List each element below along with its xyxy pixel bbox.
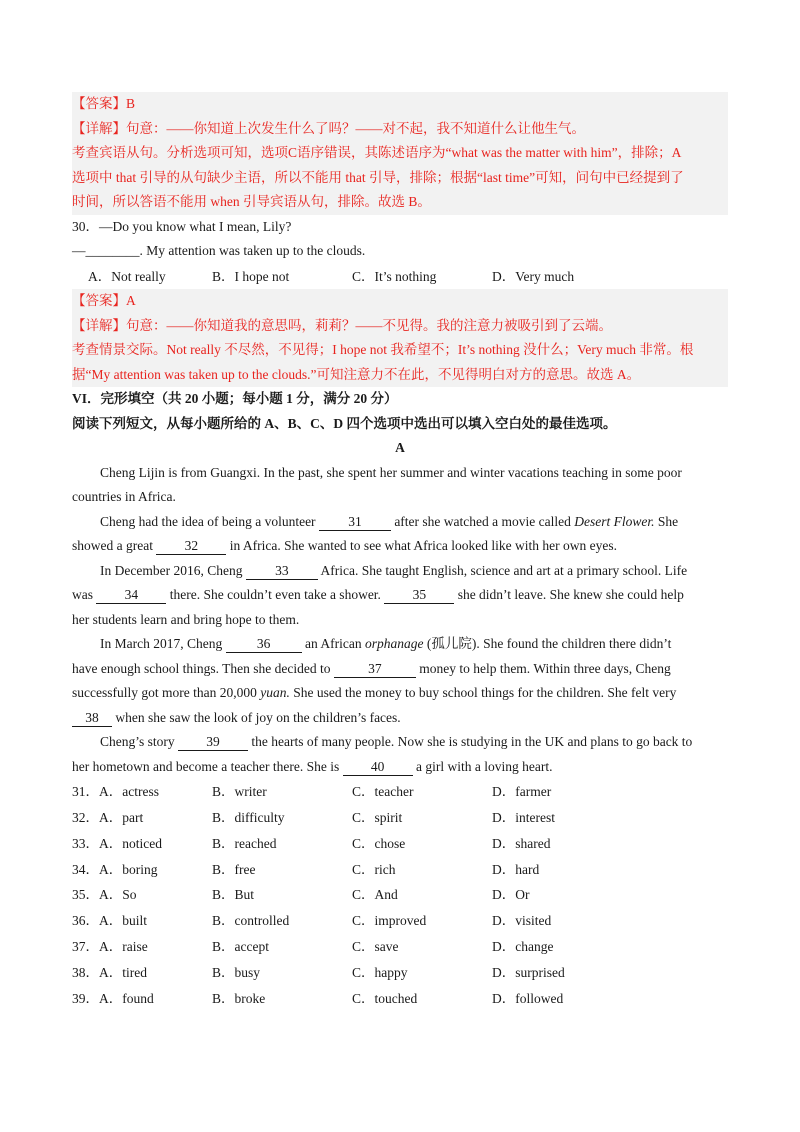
q29-explain-3: 时间，所以答语不能用 when 引导宾语从句，排除。故选 B。 bbox=[72, 194, 431, 209]
q30-option-c: C．It’s nothing bbox=[352, 268, 437, 284]
blank-32: 32 bbox=[156, 538, 226, 555]
text-run: Africa. She taught English, science and art at a primary school. Life bbox=[320, 562, 688, 578]
option-c: C．And bbox=[352, 887, 398, 903]
option-row bbox=[72, 831, 728, 857]
option-row bbox=[72, 882, 728, 908]
text-run: money to help them. Within three days, Cheng bbox=[419, 660, 671, 676]
blank-36: 36 bbox=[226, 636, 302, 653]
passage-p4-line2 bbox=[72, 657, 728, 682]
blank-33: 33 bbox=[246, 563, 318, 580]
q30-reply: —________. My attention was taken up to the clouds. bbox=[72, 243, 366, 258]
text-run: In December 2016, Cheng bbox=[100, 562, 243, 578]
option-b: B．difficulty bbox=[212, 810, 285, 826]
option-b: B．accept bbox=[212, 939, 269, 955]
option-b: B．reached bbox=[212, 835, 277, 851]
text-run: She used the money to buy school things for the children. She felt very bbox=[293, 685, 677, 701]
blank-31: 31 bbox=[319, 514, 391, 531]
passage-label: A bbox=[395, 440, 405, 456]
option-b: B．But bbox=[212, 887, 255, 903]
text-run: a girl with a loving heart. bbox=[416, 758, 553, 774]
text-run: the hearts of many people. Now she is studying in the UK and plans to go back to bbox=[251, 734, 693, 750]
yuan-word: yuan. bbox=[260, 685, 290, 701]
option-c: C．improved bbox=[352, 913, 427, 929]
option-row bbox=[72, 779, 728, 805]
passage-p1-line2: countries in Africa. bbox=[72, 489, 176, 505]
q29-explain-2: 选项中 that 引导的从句缺少主语，所以不能用 that 引导，排除；根据“last time”可知，问句中已经提到了 bbox=[72, 169, 684, 185]
option-d: D．followed bbox=[492, 990, 564, 1006]
q29-explain-1: 考查宾语从句。分析选项可知，选项C语序错误，其陈述语序为“what was the matter with him”，排除；A bbox=[72, 145, 682, 160]
blank-37: 37 bbox=[334, 661, 416, 678]
text-run: She bbox=[657, 513, 679, 529]
passage-p2-line2 bbox=[72, 534, 728, 559]
text-run: after she watched a movie called bbox=[394, 513, 571, 529]
option-d: D．interest bbox=[492, 810, 555, 826]
option-d: D．change bbox=[492, 939, 554, 955]
q30-answer-block bbox=[72, 289, 728, 387]
option-a: 33．A．noticed bbox=[72, 835, 162, 851]
section-heading: VI．完形填空（共 20 小题；每小题 1 分，满分 20 分） bbox=[72, 391, 398, 407]
passage-p4-line1 bbox=[72, 632, 728, 657]
passage-p1-line1: Cheng Lijin is from Guangxi. In the past, she spent her summer and winter vacations teaching in some poor bbox=[100, 464, 682, 480]
cloze-options-list bbox=[72, 779, 728, 1011]
option-b: B．broke bbox=[212, 990, 266, 1006]
option-a: 36．A．built bbox=[72, 913, 148, 929]
text-run: her hometown and become a teacher there. She is bbox=[72, 758, 340, 774]
q30-options bbox=[72, 264, 728, 290]
q30-explain-1: 考查情景交际。Not really 不尽然，不见得；I hope not 我希望不；It’s nothing 没什么；Very much 非常。根 bbox=[72, 342, 694, 358]
option-d: D．visited bbox=[492, 913, 552, 929]
text-run: successfully got more than 20,000 bbox=[72, 685, 257, 701]
option-row bbox=[72, 960, 728, 986]
option-row bbox=[72, 986, 728, 1012]
blank-35: 35 bbox=[384, 587, 454, 604]
text-run: she didn’t leave. She knew she could help bbox=[457, 587, 684, 603]
option-b: B．free bbox=[212, 861, 256, 877]
text-run: in Africa. She wanted to see what Africa looked like with her own eyes. bbox=[229, 538, 617, 554]
option-a: 32．A．part bbox=[72, 810, 144, 826]
option-c: C．touched bbox=[352, 990, 418, 1006]
passage-p2-line1 bbox=[72, 510, 728, 535]
option-row bbox=[72, 857, 728, 883]
option-c: C．spirit bbox=[352, 810, 403, 826]
text-run: Cheng’s story bbox=[100, 734, 175, 750]
orphanage-word: orphanage bbox=[364, 636, 424, 652]
option-d: D．Or bbox=[492, 887, 530, 903]
q29-answer: 【答案】B bbox=[72, 96, 136, 111]
option-a: 37．A．raise bbox=[72, 939, 148, 955]
blank-34: 34 bbox=[96, 587, 166, 604]
option-b: B．writer bbox=[212, 784, 267, 800]
passage-p4-line4 bbox=[72, 706, 728, 731]
movie-title: Desert Flower. bbox=[574, 513, 655, 529]
passage-p5-line1 bbox=[72, 730, 728, 755]
option-a: 38．A．tired bbox=[72, 964, 147, 980]
passage-p5-line2 bbox=[72, 755, 728, 780]
option-a: 39．A．found bbox=[72, 990, 154, 1006]
text-run: an African bbox=[304, 636, 362, 652]
q30-detail: 【详解】句意：——你知道我的意思吗，莉莉？——不见得。我的注意力被吸引到了云端。 bbox=[72, 317, 612, 333]
option-b: B．controlled bbox=[212, 913, 290, 929]
document-page bbox=[72, 92, 728, 1011]
q30-explain-2: 据“My attention was taken up to the clouds.”可知注意力不在此，不见得明白对方的意思。故选 A。 bbox=[72, 366, 641, 382]
passage-p4-line3 bbox=[72, 681, 728, 706]
blank-38: 38 bbox=[72, 710, 112, 727]
passage-p3-line3: her students learn and bring hope to them. bbox=[72, 611, 300, 627]
option-d: D．shared bbox=[492, 835, 551, 851]
q30-option-a: A．Not really bbox=[88, 268, 166, 284]
text-run: (孤儿院). She found the children there didn’t bbox=[426, 636, 672, 652]
option-a: 31．A．actress bbox=[72, 784, 159, 800]
text-run: In March 2017, Cheng bbox=[100, 636, 223, 652]
text-run: when she saw the look of joy on the children’s faces. bbox=[115, 709, 401, 725]
q30-option-d: D．Very much bbox=[492, 268, 575, 284]
option-c: C．rich bbox=[352, 861, 396, 877]
option-a: 34．A．boring bbox=[72, 861, 158, 877]
option-b: B．busy bbox=[212, 964, 261, 980]
text-run: Cheng had the idea of being a volunteer bbox=[100, 513, 316, 529]
option-a: 35．A．So bbox=[72, 887, 137, 903]
option-c: C．teacher bbox=[352, 784, 414, 800]
blank-40: 40 bbox=[343, 759, 413, 776]
q30-option-b: B．I hope not bbox=[212, 268, 290, 284]
option-row bbox=[72, 908, 728, 934]
passage-p3-line1 bbox=[72, 559, 728, 584]
blank-39: 39 bbox=[178, 734, 248, 751]
q30-answer: 【答案】A bbox=[72, 293, 136, 309]
option-c: C．save bbox=[352, 939, 399, 955]
q29-detail: 【详解】句意：——你知道上次发生什么了吗？——对不起，我不知道什么让他生气。 bbox=[72, 120, 585, 136]
q29-answer-block bbox=[72, 92, 728, 215]
q30-stem: 30．—Do you know what I mean, Lily? bbox=[72, 218, 292, 234]
passage-p3-line2 bbox=[72, 583, 728, 608]
text-run: have enough school things. Then she decided to bbox=[72, 660, 331, 676]
option-row bbox=[72, 934, 728, 960]
option-c: C．happy bbox=[352, 964, 408, 980]
text-run: there. She couldn’t even take a shower. bbox=[169, 587, 381, 603]
option-d: D．hard bbox=[492, 861, 540, 877]
option-d: D．farmer bbox=[492, 784, 552, 800]
option-row bbox=[72, 805, 728, 831]
text-run: showed a great bbox=[72, 538, 153, 554]
section-instruction: 阅读下列短文，从每小题所给的 A、B、C、D 四个选项中选出可以填入空白处的最佳选项。 bbox=[72, 415, 617, 431]
option-d: D．surprised bbox=[492, 964, 565, 980]
option-c: C．chose bbox=[352, 835, 406, 851]
text-run: was bbox=[72, 587, 93, 603]
